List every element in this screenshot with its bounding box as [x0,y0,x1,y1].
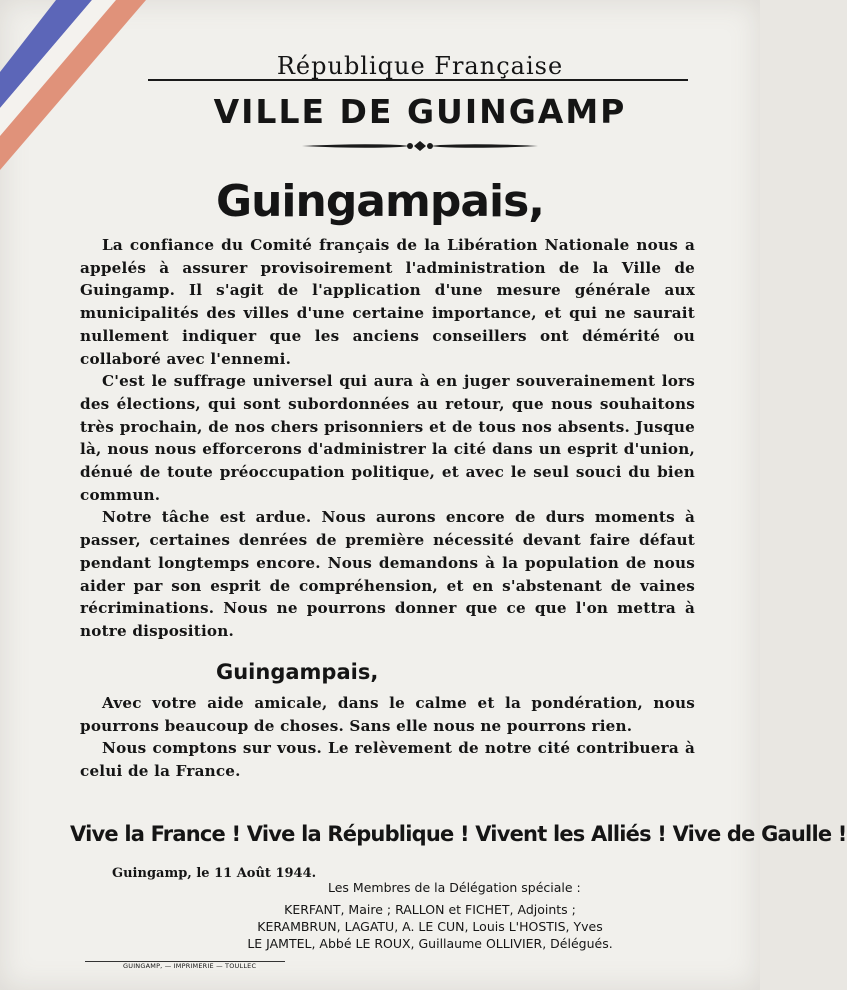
paragraph-4: Avec votre aide amicale, dans le calme et la pondération, nous pourrons beaucoup de choses. Sans elle nous ne pourrons rien. [80,694,695,735]
signatory-line: KERFANT, Maire ; RALLON et FICHET, Adjoints ; [284,902,576,917]
slogan: Vive la France ! Vive la République ! Vivent les Alliés ! Vive de Gaulle ! [70,822,847,846]
printer-imprint: GUINGAMP, — IMPRIMERIE — TOULLEC [120,962,259,970]
subheadline: Guingampais, [216,660,379,684]
header-city: VILLE DE GUINGAMP [213,92,627,131]
date-line: Guingamp, le 11 Août 1944. [112,866,317,881]
signatories [150,901,710,952]
header-republic: République Française [276,52,564,80]
headline: Guingampais, [215,176,545,227]
paragraph-3: Notre tâche est ardue. Nous aurons encore de durs moments à passer, certaines denrées de première nécessité devant faire défaut pendant longtemps encore. Nous demandons à la population de nous aider par son esprit de compréhension, et en s'abstenant de vaines récriminations. Nous ne pourrons donner que ce que l'on mettra à notre disposition. [80,508,695,640]
tricolor-corner [0,0,160,180]
body-text-2 [80,692,695,783]
signatory-line: LE JAMTEL, Abbé LE ROUX, Guillaume OLLIVIER, Délégués. [247,936,613,951]
paragraph-1: La confiance du Comité français de la Libération Nationale nous a appelés à assurer provisoirement l'administration de la Ville de Guingamp. Il s'agit de l'application d'une mesure générale aux municipalités des villes d'une certaine importance, et qui ne saurait nullement indiquer que les anciens conseillers ont démérité ou collaboré avec l'ennemi. [80,236,695,368]
ornament-divider [300,138,540,154]
paragraph-5: Nous comptons sur vous. Le relèvement de notre cité contribuera à celui de la France. [80,739,695,781]
members-title: Les Membres de la Délégation spéciale : [328,880,581,895]
body-text [80,234,695,643]
header-rule [148,79,688,81]
signatory-line: KERAMBRUN, LAGATU, A. LE CUN, Louis L'HOSTIS, Yves [257,919,603,934]
paragraph-2: C'est le suffrage universel qui aura à en juger souverainement lors des élections, qui sont subordonnées au retour, que nous souhaitons très prochain, de nos chers prisonniers et de tous nos absents. Jusque là, nous nous efforcerons d'administrer la cité dans un esprit d'union, dénué de toute préoccupation politique, et avec le seul souci du bien commun. [80,372,695,504]
